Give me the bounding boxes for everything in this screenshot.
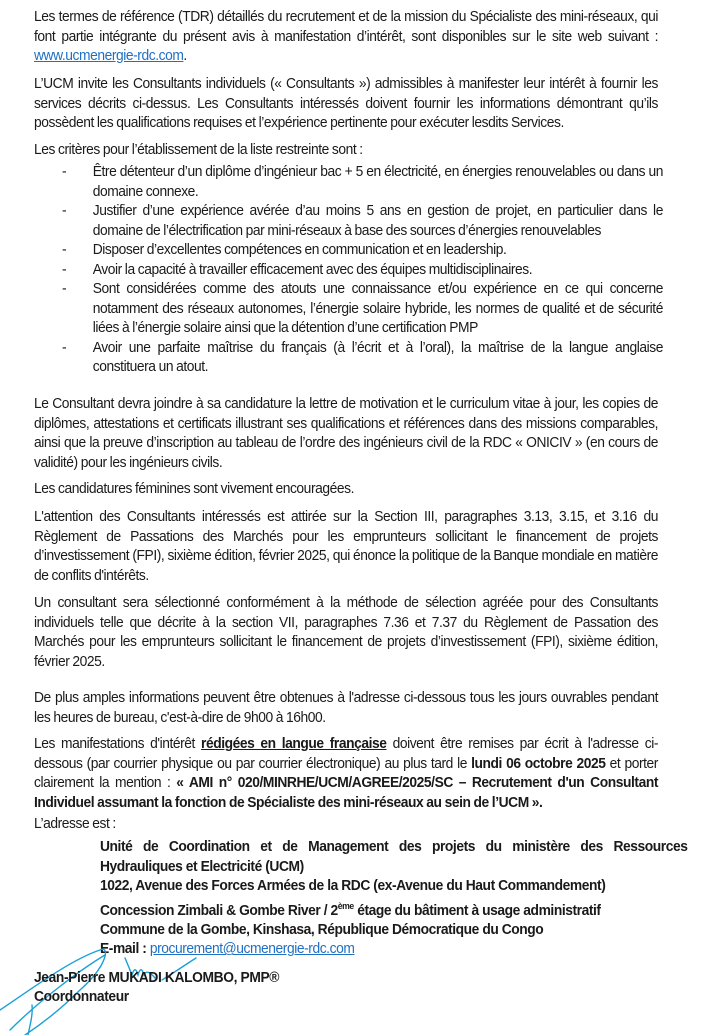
language-requirement: rédigées en langue française <box>201 736 387 752</box>
address-line-building <box>100 897 676 921</box>
submission-text: Les manifestations d'intérêt <box>34 736 202 752</box>
signatory-name: Jean-Pierre MUKADI KALOMBO, PMP® <box>34 970 280 986</box>
website-link[interactable]: www.ucmenergie-rdc.com <box>34 48 184 64</box>
bullet-dash: - <box>62 242 67 258</box>
submission-text: doivent être remises par écrit à l'adresse ci-dessous (par courrier physique ou par courrier électronique) au plus tard le <box>34 736 658 772</box>
bullet-dash: - <box>62 339 67 356</box>
criteria-item <box>62 202 663 241</box>
deadline-date: lundi 06 octobre 2025 <box>471 755 606 772</box>
paragraph-feminine: Les candidatures féminines sont vivement encouragées. <box>34 481 354 497</box>
bullet-dash: - <box>62 281 67 297</box>
paragraph-tdr <box>34 8 658 67</box>
bullet-dash: - <box>62 203 67 219</box>
criteria-intro: Les critères pour l’établissement de la liste restreinte sont : <box>34 142 363 158</box>
paragraph-submission <box>34 735 658 813</box>
criteria-item <box>62 241 663 261</box>
address-intro: L’adresse est : <box>34 816 116 832</box>
paragraph-selection: Un consultant sera sélectionné conformément à la méthode de sélection agréée pour des Consultants individuels telle que décrite à la section VII, paragraphes 7.36 et 7.37 du Règlement de Passation des Marchés pour les emprunteurs sollicitant le financement de projets d’investissement (FPI), sixième édition, février 2025. <box>34 595 658 670</box>
criteria-item <box>62 339 663 378</box>
criteria-text: Disposer d’excellentes compétences en communication et en leadership. <box>92 242 507 258</box>
address-line-organization: Unité de Coordination et de Management des projets du ministère des Ressources Hydrauliques et Electricité (UCM) <box>100 839 688 875</box>
paragraph-info: De plus amples informations peuvent être obtenues à l'adresse ci-dessous tous les jours ouvrables pendant les heures de bureau, c'est-à-dire de 9h00 à 16h00. <box>34 690 658 726</box>
submission-end: . <box>539 794 543 811</box>
criteria-text: Avoir la capacité à travailler efficacement avec des équipes multidisciplinaires. <box>92 261 533 278</box>
email-link[interactable]: procurement@ucmenergie-rdc.com <box>149 941 355 958</box>
criteria-text: Justifier d’une expérience avérée d’au moins 5 ans en gestion de projet, en particulier dans le domaine de l’électrification par mini-réseaux à base des sources d’énergies renouvelables <box>92 203 663 239</box>
bullet-dash: - <box>62 261 67 278</box>
signatory-title: Coordonnateur <box>34 989 129 1005</box>
criteria-text: Être détenteur d’un diplôme d’ingénieur bac + 5 en électricité, en énergies renouvelables ou dans un domaine connexe. <box>92 164 663 200</box>
criteria-text: Avoir une parfaite maîtrise du français (à l’écrit et à l’oral), la maîtrise de la langue anglaise constituera un atout. <box>92 339 663 375</box>
floor-superscript: ème <box>337 900 354 911</box>
submission-text: et porter clairement la mention : <box>34 755 658 791</box>
address-line-city: Commune de la Gombe, Kinshasa, République Démocratique du Congo <box>100 921 544 938</box>
paragraph-documents: Le Consultant devra joindre à sa candidature la lettre de motivation et le curriculum vitae à jour, les copies de diplômes, attestations et certificats illustrant ses qualifications et références dans des missions comparables, ainsi que la preuve d’inscription au tableau de l’ordre des ingénieurs civil de la RDC « ONICIV » (en cours de validité) pour les ingénieurs civils. <box>34 396 658 471</box>
tdr-text: Les termes de référence (TDR) détaillés du recrutement et de la mission du Spécialiste des mini-réseaux, qui font partie intégrante du présent avis à manifestation d’intérêt, sont disponibles sur le site web suivant : <box>34 9 658 45</box>
signatory-block <box>34 970 280 1036</box>
criteria-item <box>62 163 663 202</box>
address-line-street: 1022, Avenue des Forces Armées de la RDC (ex-Avenue du Haut Commandement) <box>100 878 606 894</box>
tdr-end: . <box>183 48 187 64</box>
building-text: étage du bâtiment à usage administratif <box>353 902 601 919</box>
email-label: E-mail : <box>100 941 150 958</box>
criteria-text: Sont considérées comme des atouts une connaissance et/ou expérience en ce qui concerne notamment des réseaux autonomes, l’énergie solaire hybride, les normes de qualité et de sécurité liées à l’énergie solaire ainsi que la détention d’une certification PMP <box>92 281 663 336</box>
paragraph-invite: L’UCM invite les Consultants individuels (« Consultants ») admissibles à manifester leur intérêt à fournir les services décrits ci-dessus. Les Consultants intéressés doivent fournir les informations démontrant qu’ils possèdent les qualifications requises et l’expérience pertinente pour exécuter lesdits Services. <box>34 76 658 131</box>
address-block <box>100 838 688 960</box>
submission-mention: « AMI n° 020/MINRHE/UCM/AGREE/2025/SC – Recrutement d'un Consultant Individuel assumant la fonction de Spécialiste des mini-réseaux au sein de l’UCM » <box>34 775 659 811</box>
paragraph-attention: L'attention des Consultants intéressés est attirée sur la Section III, paragraphes 3.13, 3.15, et 3.16 du Règlement de Passations des Marchés pour les emprunteurs sollicitant le financement de projets d’investissement (FPI), sixième édition, février 2025, qui énonce la politique de la Banque mondiale en matière de conflits d'intérêts. <box>34 509 658 584</box>
criteria-item <box>62 280 663 339</box>
address-line-email <box>100 940 676 960</box>
criteria-item <box>62 261 663 281</box>
building-text: Concession Zimbali & Gombe River / 2 <box>100 902 338 919</box>
bullet-dash: - <box>62 164 67 180</box>
criteria-list <box>62 163 663 378</box>
